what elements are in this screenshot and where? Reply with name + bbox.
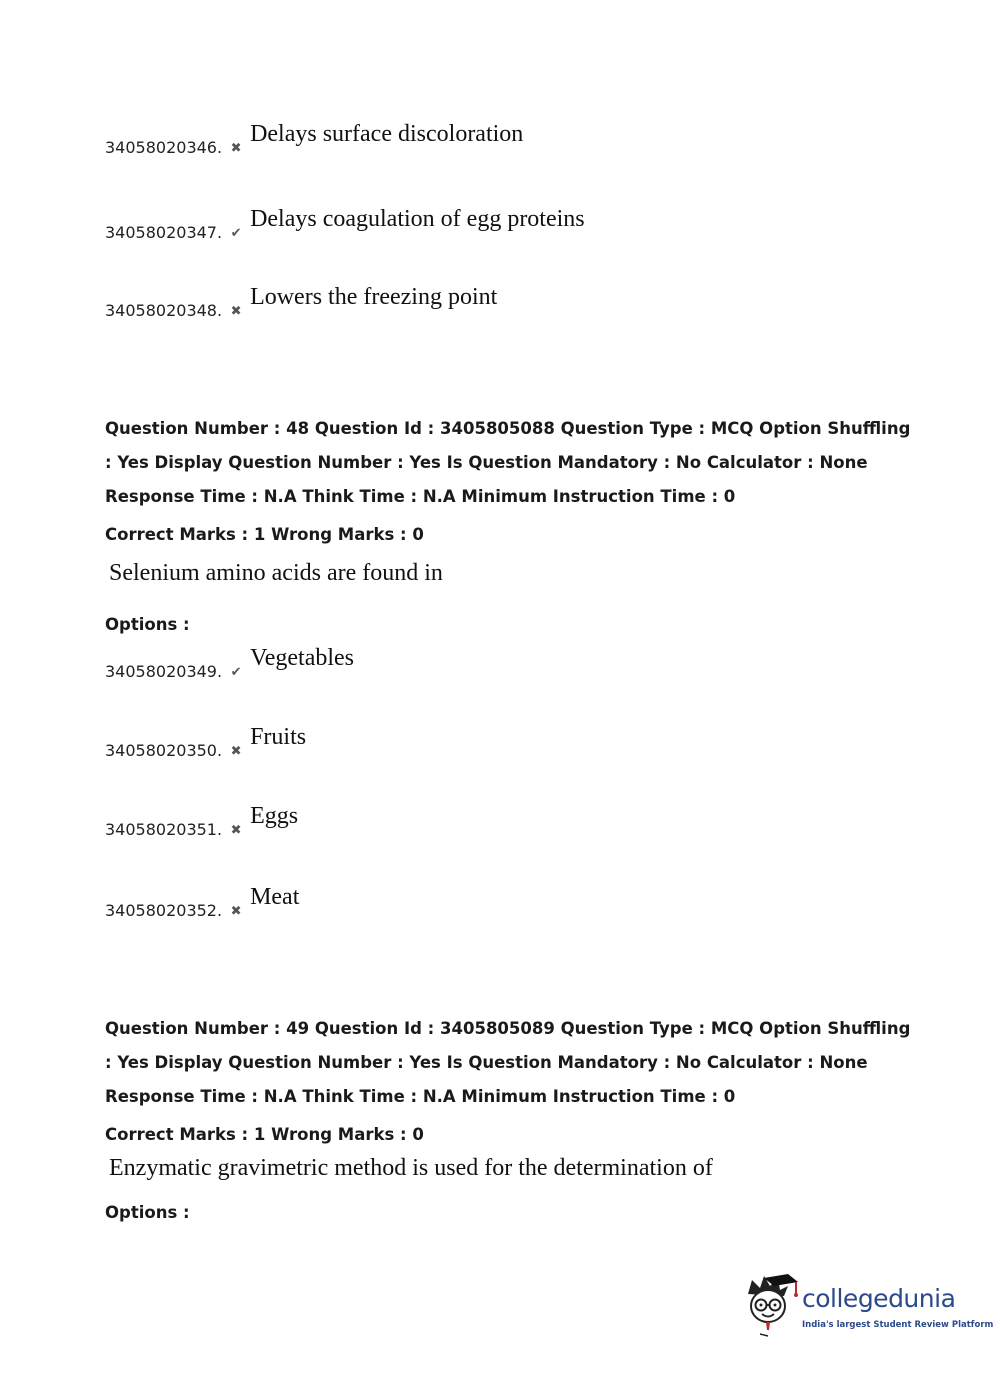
question-marks: Correct Marks : 1 Wrong Marks : 0 — [105, 1125, 424, 1144]
check-icon: ✔ — [230, 665, 242, 680]
question-meta: Question Number : 48 Question Id : 3405805088 Question Type : MCQ Option Shuffling : Yes Display Question Number : Yes Is Question Mandatory : No Calculator : None Response Time : N.A Think Time : N.A Minimum Instruction Time : 0 — [105, 419, 911, 506]
option-row — [105, 800, 298, 840]
option-id: 34058020347. — [105, 223, 223, 242]
option-id: 34058020351. — [105, 820, 223, 839]
option-row — [105, 721, 306, 761]
option-id: 34058020348. — [105, 301, 223, 320]
check-icon: ✔ — [230, 226, 242, 241]
question-text: Enzymatic gravimetric method is used for the determination of — [109, 1155, 713, 1181]
options-label: Options : — [105, 1203, 190, 1222]
cross-icon: ✖ — [230, 141, 242, 156]
option-row — [105, 281, 497, 321]
option-text: Delays surface discoloration — [250, 121, 524, 147]
option-text: Fruits — [250, 724, 307, 750]
option-id: 34058020352. — [105, 901, 223, 920]
option-id: 34058020349. — [105, 662, 223, 681]
cross-icon: ✖ — [230, 744, 242, 759]
mascot-icon — [742, 1272, 800, 1338]
cross-icon: ✖ — [230, 304, 242, 319]
option-row — [105, 881, 299, 921]
option-text: Delays coagulation of egg proteins — [250, 206, 585, 232]
logo-wordmark: collegedunia — [802, 1284, 956, 1313]
question-meta: Question Number : 49 Question Id : 3405805089 Question Type : MCQ Option Shuffling : Yes Display Question Number : Yes Is Question Mandatory : No Calculator : None Response Time : N.A Think Time : N.A Minimum Instruction Time : 0 — [105, 1019, 911, 1106]
option-id: 34058020346. — [105, 138, 223, 157]
option-text: Eggs — [250, 803, 299, 829]
question-marks: Correct Marks : 1 Wrong Marks : 0 — [105, 525, 424, 544]
option-row — [105, 203, 585, 243]
option-text: Lowers the freezing point — [250, 284, 498, 310]
option-id: 34058020350. — [105, 741, 223, 760]
cross-icon: ✖ — [230, 823, 242, 838]
options-label: Options : — [105, 615, 190, 634]
option-row — [105, 118, 523, 158]
question-text: Selenium amino acids are found in — [109, 560, 443, 586]
option-row — [105, 642, 354, 682]
collegedunia-logo — [742, 1272, 994, 1338]
option-text: Vegetables — [250, 645, 355, 671]
cross-icon: ✖ — [230, 904, 242, 919]
option-text: Meat — [250, 884, 300, 910]
logo-tagline: India's largest Student Review Platform — [802, 1320, 994, 1330]
